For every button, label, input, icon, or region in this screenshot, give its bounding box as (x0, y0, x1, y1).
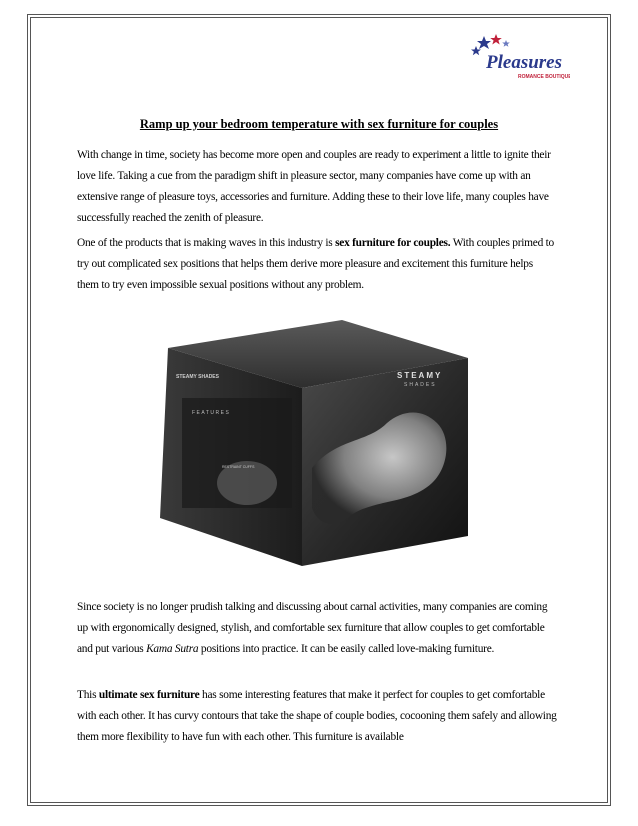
logo-brand: Pleasures (486, 52, 562, 73)
paragraph-text: This (77, 689, 99, 701)
bold-phrase: sex furniture for couples. (335, 237, 451, 249)
paragraph-text: One of the products that is making waves in this industry is (77, 237, 336, 249)
box-brand-front-sub: SHADES (404, 382, 437, 388)
paragraph-text: With couples primed to try out complicated sex positions that helps them derive more pleasure and excitement this furniture helps them to try even impossible sexual positions without any problem. (77, 237, 554, 291)
box-features-label: FEATURES (192, 410, 231, 416)
star-icon (490, 34, 502, 45)
paragraph-text: Since society is no longer prudish talking and discussing about carnal activities, many companies are coming up with ergonomically designed, stylish, and comfortable sex furniture that allow couples to get comfortable and put various (77, 601, 548, 655)
italic-phrase: Kama Sutra (146, 643, 199, 655)
star-icon (502, 40, 510, 47)
bold-phrase: ultimate sex furniture (98, 689, 200, 701)
paragraph-intro: With change in time, society has become more open and couples are ready to experiment a little to ignite their love life. Taking a cue from the paradigm shift in pleasure sector, many companies have come up with an extensive range of pleasure toys, accessories and furniture. Adding these to their love life, many couples have successfully reached the zenith of pleasure. (77, 149, 551, 224)
paragraph-society (77, 597, 557, 660)
paragraph-text: has some interesting features that make it perfect for couples to get comfortable with each other. It has curvy contours that take the shape of couple bodies, cocooning them safely and allowing them more flexibility to have fun with each other. This furniture is available (77, 689, 557, 743)
box-inset-label: RESTRAINT CUFFS (222, 465, 255, 469)
article-title: Ramp up your bedroom temperature with sex furniture for couples (139, 117, 499, 131)
paragraph-products (77, 233, 557, 296)
pleasures-logo (470, 32, 570, 84)
logo-tagline: ROMANCE BOUTIQUE (518, 74, 570, 80)
box-brand-side: STEAMY SHADES (176, 374, 219, 380)
paragraph-ultimate (77, 685, 557, 748)
product-image (152, 318, 474, 568)
paragraph-text: positions into practice. It can be easily called love-making furniture. (198, 643, 495, 655)
star-icon (471, 46, 481, 55)
box-brand-front: STEAMY (397, 371, 443, 380)
star-icon (477, 36, 491, 49)
